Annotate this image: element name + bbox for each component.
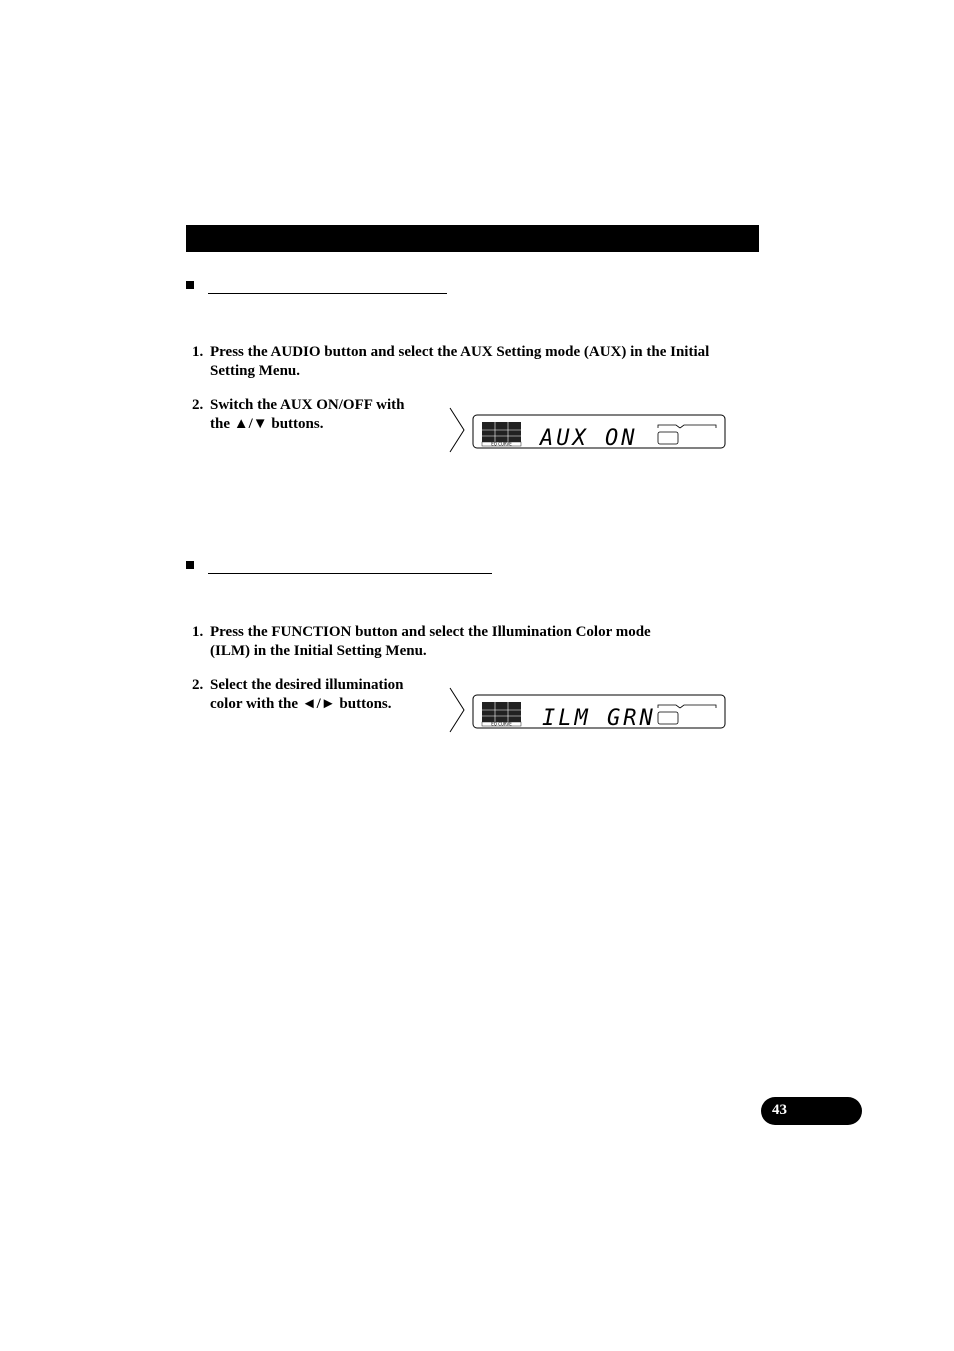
section-heading <box>208 280 447 294</box>
step-text <box>210 343 709 381</box>
page-number: 43 <box>772 1102 787 1118</box>
step-number: 2. <box>192 677 204 693</box>
lcd-text: AUX ON <box>540 426 638 451</box>
step-line: Switch the AUX ON/OFF with <box>210 397 405 413</box>
lcd-badge: EQ CURVE <box>491 721 512 727</box>
step-line: Press the FUNCTION button and select the Illumination Color mode <box>210 624 651 640</box>
section-title-bar <box>186 225 759 252</box>
step-text <box>210 676 403 714</box>
section-bullet <box>186 281 194 289</box>
section-title <box>186 230 196 247</box>
step-line: Press the AUDIO button and select the AUX Setting mode (AUX) in the Initial <box>210 344 710 360</box>
step-line: color with the ◄/► buttons. <box>210 696 392 712</box>
step-line: Select the desired illumination <box>210 677 404 693</box>
step-line: Setting Menu. <box>210 363 300 379</box>
step-number: 2. <box>192 397 204 413</box>
section-heading <box>208 560 492 574</box>
page-number-badge <box>761 1097 862 1125</box>
step-number: 1. <box>192 344 204 360</box>
lcd-badge: EQ CURVE <box>491 441 512 447</box>
lcd-display-aux <box>448 406 728 456</box>
step-text <box>210 623 651 661</box>
lcd-display-ilm <box>448 686 728 736</box>
lcd-text: ILM GRN <box>542 706 656 731</box>
step-text <box>210 396 404 434</box>
step-line: (ILM) in the Initial Setting Menu. <box>210 643 427 659</box>
step-number: 1. <box>192 624 204 640</box>
section-bullet <box>186 561 194 569</box>
step-line: the ▲/▼ buttons. <box>210 416 324 432</box>
